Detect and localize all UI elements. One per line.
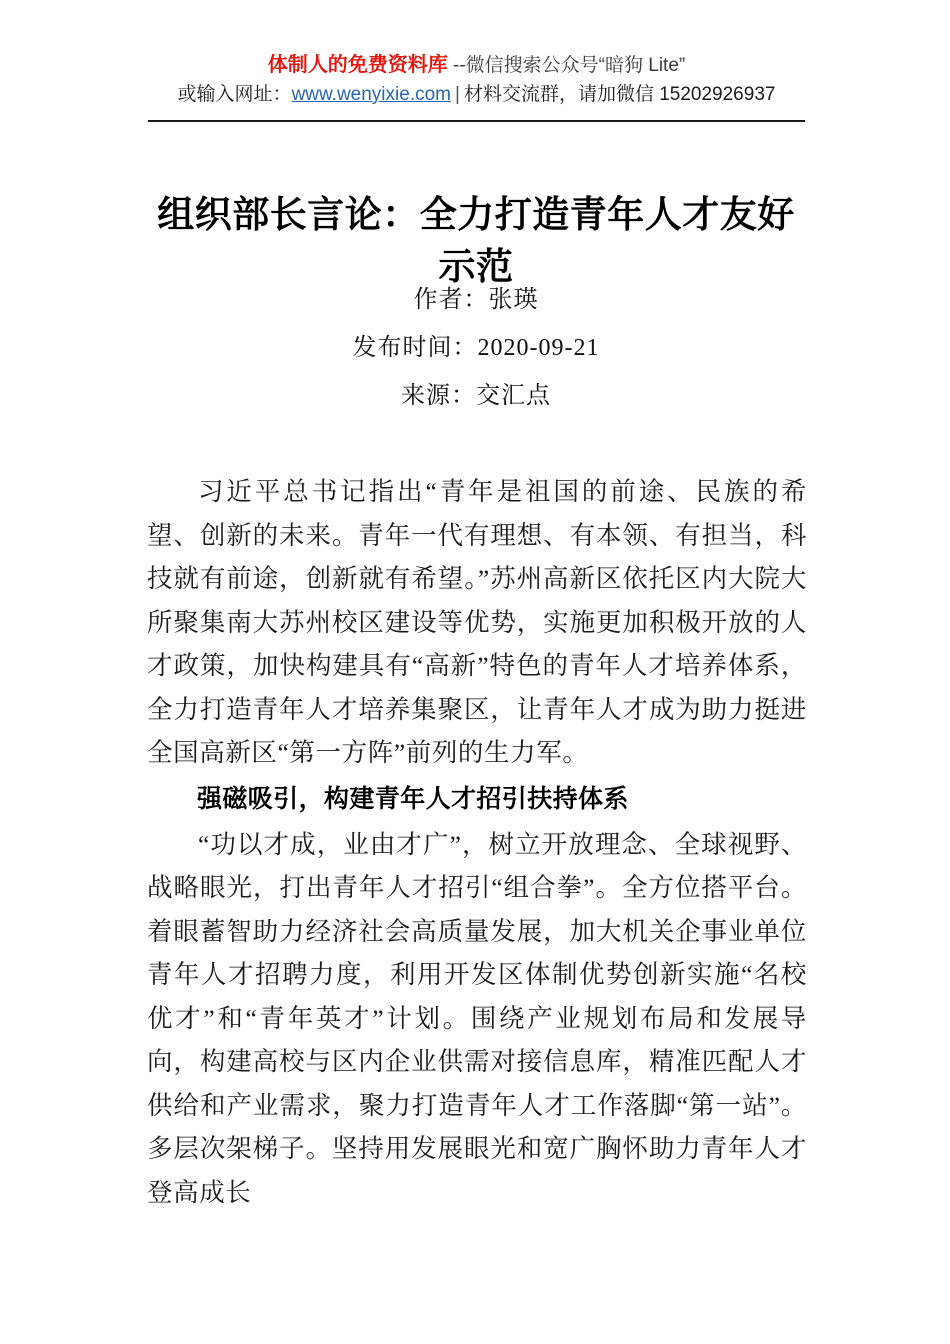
watermark-url-prefix: 或输入网址：	[177, 84, 292, 105]
document-meta	[147, 276, 805, 420]
header-divider	[148, 120, 805, 122]
meta-publish-time: 发布时间：2020-09-21	[352, 335, 600, 361]
watermark-contact-text: 材料交流群，请加微信 15202926937	[463, 84, 776, 105]
watermark-brand-text: 体制人的免费资料库	[267, 54, 448, 76]
watermark-separator: |	[455, 84, 460, 105]
document-body	[147, 470, 807, 1214]
body-paragraph: 习近平总书记指出“青年是祖国的前途、民族的希望、创新的未来。青年一代有理想、有本领、有担当，科技就有前途，创新就有希望。”苏州高新区依托区内大院大所聚集南大苏州校区建设等优势，实施更加积极开放的人才政策，加快构建具有“高新”特色的青年人才培养体系，全力打造青年人才培养集聚区，让青年人才成为助力挺进全国高新区“第一方阵”前列的生力军。	[147, 477, 807, 767]
page-title: 组织部长言论：全力打造青年人才友好示范	[157, 194, 795, 288]
watermark-header	[148, 52, 805, 108]
watermark-line-2	[148, 81, 805, 108]
meta-author: 作者：张瑛	[413, 287, 539, 313]
body-paragraph: “功以才成，业由才广”，树立开放理念、全球视野、战略眼光，打出青年人才招引“组合拳”。全方位搭平台。着眼蓄智助力经济社会高质量发展，加大机关企事业单位青年人才招聘力度，利用开发区体制优势创新实施“名校优才”和“青年英才”计划。围绕产业规划布局和发展导向，构建高校与区内企业供需对接信息库，精准匹配人才供给和产业需求，聚力打造青年人才工作落脚“第一站”。多层次架梯子。坚持用发展眼光和宽广胸怀助力青年人才登高成长	[147, 829, 807, 1207]
watermark-url-link[interactable]: www.wenyixie.com	[291, 84, 451, 105]
section-heading: 强磁吸引，构建青年人才招引扶持体系	[197, 784, 629, 813]
watermark-wechat-text: --微信搜索公众号“暗狗 Lite”	[447, 55, 686, 76]
watermark-line-1	[148, 52, 805, 79]
meta-source: 来源：交汇点	[401, 383, 551, 409]
